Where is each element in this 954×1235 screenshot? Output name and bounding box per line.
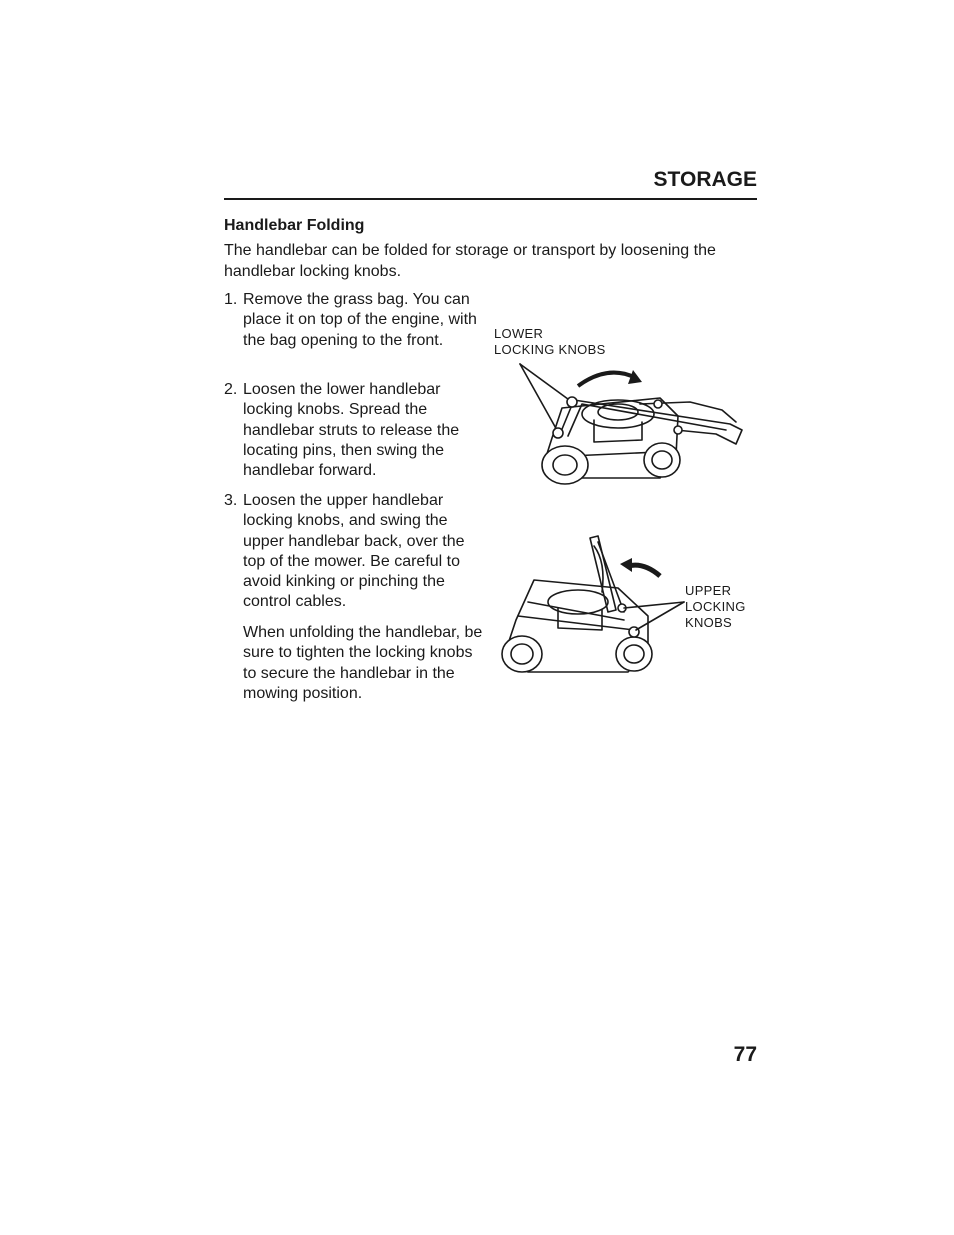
step-number: 1.	[224, 291, 238, 308]
step-number: 2.	[224, 381, 238, 398]
page-number: 77	[733, 1043, 757, 1066]
unfolding-note: When unfolding the handlebar, be sure to tighten the locking knobs to secure the handlebar in the mowing position.	[243, 624, 483, 702]
step-1	[224, 290, 486, 351]
subsection-heading: Handlebar Folding	[224, 217, 365, 234]
mower-lower-knobs-illustration	[490, 360, 760, 490]
upper-locking-knobs-label: UPPER LOCKING KNOBS	[685, 583, 746, 630]
step-text: Loosen the upper handlebar locking knobs, and swing the upper handlebar back, over the top of the mower. Be careful to avoid kinking or pinching the control cables.	[243, 492, 465, 611]
step-text: Remove the grass bag. You can place it on top of the engine, with the bag opening to the front.	[243, 291, 477, 349]
section-title: STORAGE	[653, 168, 757, 191]
intro-paragraph: The handlebar can be folded for storage or transport by loosening the handlebar locking knobs.	[224, 242, 716, 280]
step-text: Loosen the lower handlebar locking knobs. Spread the handlebar struts to release the locating pins, then swing the handlebar forward.	[243, 381, 460, 480]
lower-locking-knobs-label: LOWER LOCKING KNOBS	[494, 326, 606, 357]
header-rule	[224, 198, 757, 200]
mower-upper-knobs-illustration	[498, 532, 688, 677]
step-number: 3.	[224, 492, 238, 509]
step-3	[224, 491, 486, 613]
step-2	[224, 380, 486, 481]
